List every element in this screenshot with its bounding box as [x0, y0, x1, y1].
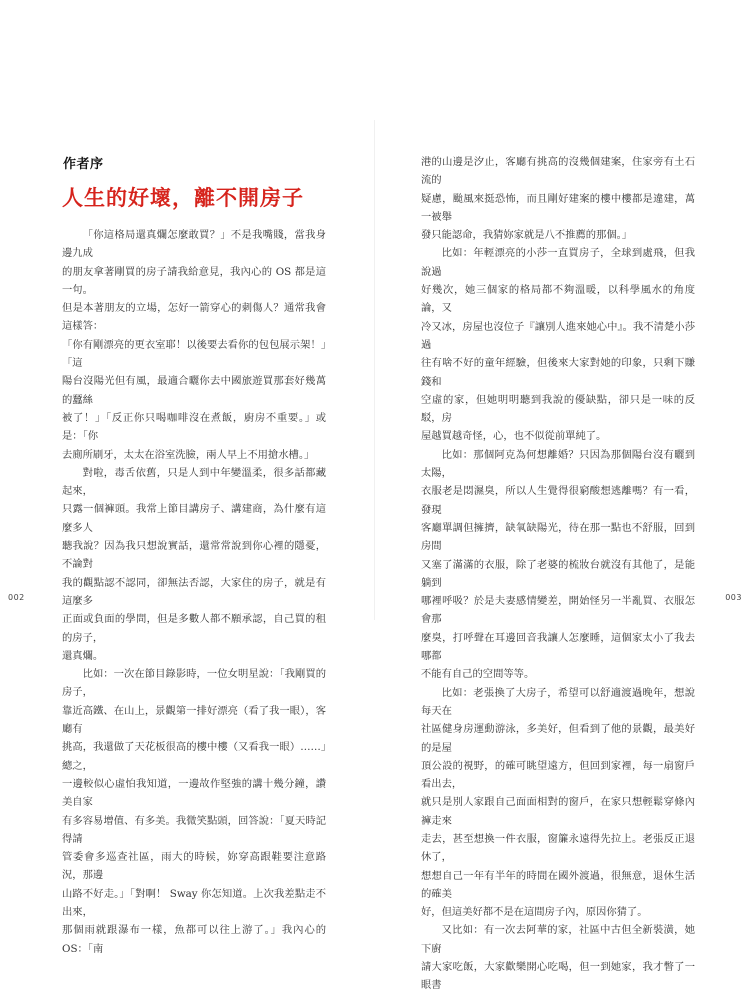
- section-label: 作者序: [63, 157, 104, 172]
- paragraph: 又比如：有一次去阿華的家，社區中古但全新裝潢，她下廚 請大家吃飯，大家歡樂開心吃喝，但一到她家，我才瞥了一眼書: [421, 924, 695, 992]
- paragraph: 比如：一次在節目錄影時，一位女明星說：「我剛買的房子， 靠近高鐵、在山上，景觀第一排好漂亮（看了我一眼），客廳有 挑高，我還做了天花板很高的樓中樓（又看我一眼）……」總之， 一邊較似心虛怕我知道，一邊故作堅強的講十幾分鐘，讚美自家 有多容易增值、有多美。我微笑點頭，回答說：「夏天時記得請 管委會多巡查社區，雨大的時候，妳穿高跟鞋要注意路況，那邊 山路不好走。」「對啊！ Sway 你怎知道。上次我差點走不出來， 那個雨就跟瀑布一樣，魚都可以往上游了。」我內心的 OS：「南: [62, 668, 326, 955]
- paragraph: 對啦，毒舌依舊，只是人到中年變溫柔，很多話都藏起來， 只露一個褲頭。我常上節目講房子、講建商，為什麼有這麼多人 聽我說？因為我只想說實話，還常常說到你心裡的隱憂，不論對 我的觀點認不認同，卻無法否認，大家住的房子，就是有這麼多 正面或負面的學問，但是多數人都不願承認，自己買的租的房子， 還真爛。: [62, 466, 326, 662]
- right-page: [375, 0, 750, 992]
- paragraph: 比如：年輕漂亮的小莎一直買房子，全球到處飛，但我說過 好幾次，她三個家的格局都不夠溫暖，以科學風水的角度論，又 冷又冰，房屋也沒位子『讓別人進來她心中』。我不清楚小莎過 往有啥不好的童年經驗，但後來大家對她的印象，只剩下賺錢和 空虛的家，但她明明聽到我說的優缺點，卻只是一味的反駁，房 屋越買越奇怪，心，也不似從前單純了。: [421, 247, 695, 443]
- page-number-left: 002: [8, 593, 25, 602]
- paragraph: 港的山邊是汐止，客廳有挑高的沒幾個建案，住家旁有土石流的 疑慮，颱風來挺恐怖，而且剛好建案的樓中樓都是違建，萬一被舉 發只能認命，我猜妳家就是八不推薦的那個。」: [421, 156, 695, 242]
- right-body-text: [421, 153, 695, 995]
- left-page: [0, 0, 375, 955]
- paragraph: 比如：那個阿克為何想離婚？只因為那個陽台沒有曬到太陽， 衣服老是悶濕臭，所以人生覺得很窮酸想逃離嗎？有一看，發現 客廳單調但擁擠，缺氧缺陽光，待在那一點也不舒服，回到房間 又塞了滿滿的衣服，除了老婆的梳妝台就沒有其他了，是能躺到 哪裡呼吸？於是夫妻感情變差，開始怪另一半亂買、衣服怎會那 麼臭，打呼聲在耳邊回音我讓人怎麼睡，這個家太小了我去哪都 不能有自己的空間等等。: [421, 448, 695, 681]
- chapter-title: 人生的好壞，離不開房子: [62, 186, 304, 210]
- paragraph: 比如：老張換了大房子，希望可以舒適渡過晚年，想說每天在 社區健身房運動游泳，多美好，但看到了他的景觀，最美好的是屋 頂公設的視野，的確可眺望遠方，但回到家裡，每一扇窗戶看出去， 就只是別人家跟自己面面相對的窗戶，在家只想輕鬆穿條內褲走來 走去，甚至想換一件衣服，窗簾永遠得先拉上。老張反正退休了， 想想自己一年有半年的時間在國外渡過，很無意，退休生活的確美 好，但這美好都不是在這間房子內，原因你猜了。: [421, 686, 695, 919]
- left-body-text: [62, 226, 326, 958]
- paragraph: 「你這格局還真爛怎麼敢買？」不是我嘴賤，當我身邊九成 的朋友拿著剛買的房子請我給意見，我內心的 OS 都是這一句。 但是本著朋友的立場，怎好一箭穿心的刺傷人？通常我會這樣答： 「你有剛漂亮的更衣室耶！以後要去看你的包包展示架！」「這 陽台沒陽光但有風，最適合曬你去中國旅遊買那套好幾萬的蠶絲 被了！」「反正你只喝咖啡沒在煮飯，廚房不重要。」或是：「你 去廁所刷牙，太太在浴室洗臉，兩人早上不用搶水槽。」: [62, 229, 326, 461]
- page-number-right: 003: [725, 593, 742, 602]
